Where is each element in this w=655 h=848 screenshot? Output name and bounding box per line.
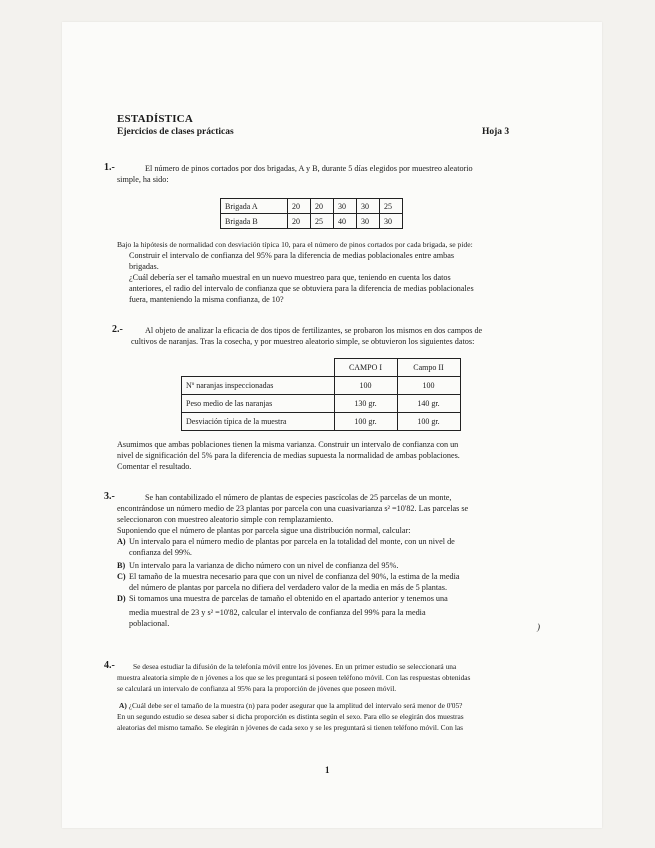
row-label: Nº naranjas inspeccionadas [182,377,335,395]
table-row [182,395,461,413]
item-key: A) [119,701,127,710]
subtitle: Ejercicios de clases prácticas [117,127,234,137]
table-header-row [182,359,461,377]
row-label: Peso medio de las naranjas [182,395,335,413]
ex2-intro-line-2: cultivos de naranjas. Tras la cosecha, y por muestreo aleatorio simple, se obtuvieron los siguientes datos: [131,337,475,346]
ex1-q2-line-3: fuera, manteniendo la misma confianza, de 10? [129,295,284,304]
item-line: poblacional. [129,619,170,628]
list-item [117,571,547,593]
ex1-q0: Bajo la hipótesis de normalidad con desviación típica 10, para el número de pinos cortados por cada brigada, se pide: [117,240,473,249]
table-cell: 20 [288,199,311,214]
table-cell: 40 [334,214,357,229]
ex1-q1-line-1: Construir el intervalo de confianza del 95% para la diferencia de medias poblacionales entre ambas [129,251,455,260]
row-label: Brigada B [221,214,288,229]
list-item [117,593,547,629]
row-label: Desviación típica de la muestra [182,413,335,431]
table-cell: 130 gr. [334,395,397,413]
ex1-q1-line-2: brigadas. [129,262,159,271]
item-key: B) [117,561,126,570]
exercise-4-text [117,672,557,733]
table-cell: 30 [334,199,357,214]
item-key: D) [117,594,126,603]
item-line: media muestral de 23 y s² =10'82, calcular el intervalo de confianza del 99% para la media [129,608,426,617]
ex3-intro-2c: . Las parcelas se [414,504,469,513]
exercise-4-number: 4.- [104,660,115,671]
table-row [182,413,461,431]
item-key: C) [117,572,126,581]
ex3-intro-line-2 [117,503,468,514]
table-row [221,214,403,229]
item-line: del número de plantas por parcela no difiera del verdadero valor de la media en más de 5 plantas. [129,583,448,592]
exercise-1-number: 1.- [104,162,115,173]
ex3-intro-line-4: Suponiendo que el número de plantas por parcela sigue una distribución normal, calcular: [117,526,411,535]
handwritten-mark: ) [537,622,540,632]
ex1-q2-line-1: ¿Cuál debería ser el tamaño muestral en un nuevo muestreo para que, teniendo en cuenta los datos [129,273,451,282]
table-cell: 100 [397,377,460,395]
list-item [117,560,547,571]
column-header: CAMPO I [334,359,397,377]
ex4-question-a-text: ¿Cuál debe ser el tamaño de la muestra (n) para poder asegurar que la amplitud del intervalo será menor de 0'05? [128,701,463,710]
ex1-q2-line-2: anteriores, el radio del intervalo de confianza que se obtuviera para la diferencia de medias poblacionales [129,284,474,293]
ex4-question-a [117,700,557,711]
ex4-line-4: En un segundo estudio se desea saber si dicha proporción es distinta según el sexo. Para ello se elegirán dos muestras [117,712,464,721]
ex4-line-2: muestra aleatoria simple de n jóvenes a los que se les preguntará si poseen teléfono móvil. Con las respuestas obtenidas [117,673,471,682]
exercise-1-intro [145,163,545,174]
table-cell: 20 [288,214,311,229]
column-header: Campo II [397,359,460,377]
exercise-3-number: 3.- [104,491,115,502]
page-number: 1 [325,765,330,775]
table-row [182,377,461,395]
item-line: Un intervalo para la varianza de dicho número con un nivel de confianza del 95%. [129,561,399,570]
exercise-2-number: 2.- [112,324,123,335]
ex2-intro-line-1: Al objeto de analizar la eficacia de dos tipos de fertilizantes, se probaron los mismos en dos campos de [145,326,483,335]
ex2-text-line-3: Comentar el resultado. [117,462,192,471]
table-cell: 140 gr. [397,395,460,413]
ex4-line-3: se calculará un intervalo de confianza al 95% para la proporción de jóvenes que poseen móvil. [117,684,397,693]
table-cell: 100 gr. [334,413,397,431]
ex4-line-5: aleatorias del mismo tamaño. Se elegirán n jóvenes de cada sexo y se les preguntará si tienen teléfono móvil. Con las [117,723,464,732]
exercise-3-items [117,536,547,629]
item-line: Si tomamos una muestra de parcelas de tamaño el obtenido en el apartado anterior y tenemos una [129,594,448,603]
item-key: A) [117,537,126,546]
empty-corner [182,359,335,377]
table-cell: 30 [380,214,403,229]
table-cell: 25 [380,199,403,214]
row-label: Brigada A [221,199,288,214]
table-cell: 30 [357,199,380,214]
item-line: El tamaño de la muestra necesario para que con un nivel de confianza del 90%, la estima de la media [129,572,460,581]
table-cell: 30 [357,214,380,229]
table-cell: 100 gr. [397,413,460,431]
exercise-1-questions [117,239,547,305]
ex3-intro-2a: encontrándose un número medio de 23 plantas por parcela con una cuasivarianza [117,504,383,513]
exercise-2-text [117,439,547,472]
ex1-intro-line-1: El número de pinos cortados por dos brigadas, A y B, durante 5 días elegidos por muestreo aleatorio [145,164,473,173]
list-item [117,536,547,558]
ex1-intro-line-2: simple, ha sido: [117,175,169,184]
sheet-label: Hoja 3 [482,127,510,137]
subject-title: ESTADÍSTICA [117,113,193,125]
table-cell: 25 [311,214,334,229]
ex4-line-1: Se desea estudiar la difusión de la telefonía móvil entre los jóvenes. En un primer estudio se seleccionará una [133,662,457,671]
variance-formula: s² =10'82 [384,504,415,513]
ex3-intro-line-3: seleccionaron con muestreo aleatorio simple con remplazamiento. [117,515,334,524]
item-line: Un intervalo para el número medio de plantas por parcela en la totalidad del monte, con un nivel de [129,537,455,546]
ex2-text-line-2: nivel de significación del 5% para la diferencia de medias supuesta la normalidad de ambas poblaciones. [117,451,460,460]
ex2-text-line-1: Asumimos que ambas poblaciones tienen la misma varianza. Construir un intervalo de confianza con un [117,440,459,449]
item-line: confianza del 99%. [129,548,192,557]
orange-fields-table [181,358,461,431]
table-row [221,199,403,214]
brigades-table [220,198,403,229]
table-cell: 100 [334,377,397,395]
table-cell: 20 [311,199,334,214]
ex3-intro-line-1: Se han contabilizado el número de plantas de especies pascícolas de 25 parcelas de un monte, [145,493,452,502]
